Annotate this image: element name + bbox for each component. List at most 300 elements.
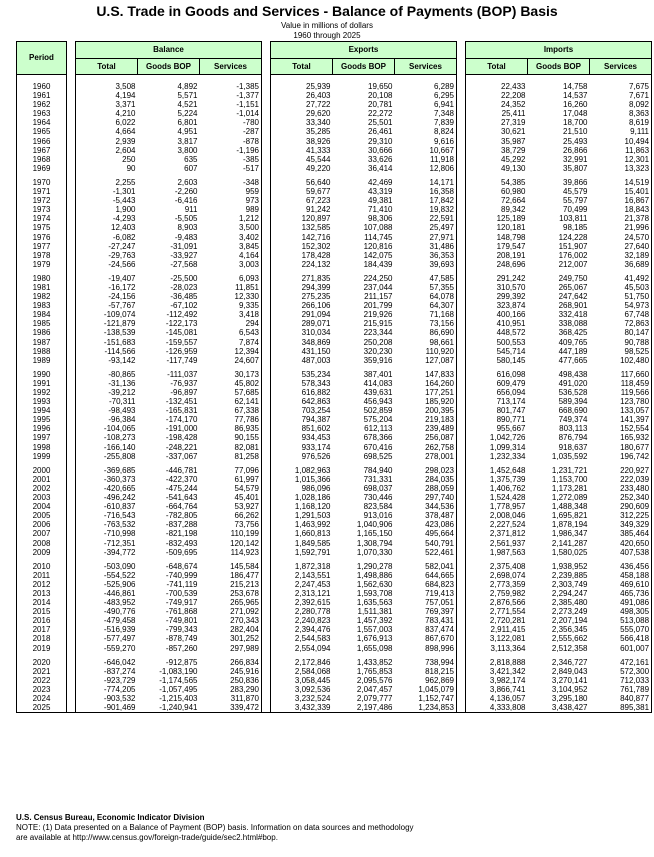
table-row bbox=[17, 493, 652, 502]
spacer-cell bbox=[457, 127, 466, 136]
exports-total-cell: 224,132 bbox=[271, 260, 333, 269]
spacer-cell bbox=[262, 214, 271, 223]
exports-total-cell: 33,340 bbox=[271, 118, 333, 127]
balance-total-cell: -109,074 bbox=[76, 310, 138, 319]
spacer-cell bbox=[67, 685, 76, 694]
exports-goods-cell: 1,593,708 bbox=[356, 588, 393, 598]
exports-goods-cell: 1,457,392 bbox=[356, 616, 393, 626]
spacer-cell bbox=[528, 75, 590, 83]
imports-services-cell: 8,092 bbox=[590, 100, 652, 109]
period-cell: 1999 bbox=[17, 452, 67, 461]
imports-total-cell: 72,664 bbox=[466, 196, 528, 205]
balance-goods-cell: -31,091 bbox=[170, 241, 198, 251]
spacer-cell bbox=[67, 328, 76, 337]
exports-goods-cell: 224,250 bbox=[363, 273, 393, 283]
spacer-cell bbox=[457, 292, 466, 301]
exports-total-cell: 1,168,120 bbox=[271, 502, 333, 511]
imports-goods-cell: 668,690 bbox=[558, 406, 588, 416]
balance-services-cell: 9,335 bbox=[200, 301, 262, 310]
balance-total-cell: 250 bbox=[76, 155, 138, 164]
spacer-cell bbox=[262, 292, 271, 301]
spacer-cell bbox=[67, 356, 76, 365]
period-cell: 1996 bbox=[17, 424, 67, 433]
table-row bbox=[17, 548, 652, 557]
table-row bbox=[17, 109, 652, 118]
spacer-cell bbox=[67, 379, 76, 388]
imports-goods-cell: 265,067 bbox=[558, 282, 588, 292]
table-row bbox=[17, 511, 652, 520]
period-cell: 2021 bbox=[17, 667, 67, 676]
imports-goods-cell: 1,878,194 bbox=[551, 520, 588, 530]
exports-total-cell: 3,232,524 bbox=[271, 694, 333, 703]
balance-services-cell: 282,404 bbox=[200, 625, 262, 634]
exports-total-cell: 1,463,992 bbox=[271, 520, 333, 529]
exports-total-cell: 2,172,846 bbox=[271, 658, 333, 667]
spacer-cell bbox=[67, 415, 76, 424]
balance-services-cell: 253,678 bbox=[200, 589, 262, 598]
imports-goods-cell: 2,385,480 bbox=[551, 598, 588, 608]
exports-services-cell: 239,489 bbox=[395, 424, 457, 433]
balance-total-cell: -525,906 bbox=[76, 580, 138, 589]
exports-services-cell: 14,171 bbox=[395, 178, 457, 187]
imports-services-cell: 513,088 bbox=[590, 616, 652, 625]
exports-services-cell: 27,971 bbox=[395, 233, 457, 242]
imports-goods-cell: 45,579 bbox=[563, 187, 588, 197]
imports-goods-cell: 32,991 bbox=[563, 154, 588, 164]
spacer-cell bbox=[457, 242, 466, 251]
spacer-cell bbox=[262, 370, 271, 379]
table-row bbox=[17, 397, 652, 406]
imports-total-cell: 54,385 bbox=[466, 178, 528, 187]
balance-services-cell: 110,199 bbox=[200, 529, 262, 538]
spacer-cell bbox=[457, 529, 466, 538]
table-row bbox=[17, 589, 652, 598]
spacer-cell bbox=[67, 475, 76, 484]
imports-services-cell: 14,519 bbox=[590, 178, 652, 187]
spacer-cell bbox=[262, 328, 271, 337]
exports-goods-cell: 823,584 bbox=[363, 502, 393, 512]
spacer-cell bbox=[262, 251, 271, 260]
imports-services-cell: 252,340 bbox=[590, 493, 652, 502]
exports-services-cell: 898,996 bbox=[395, 644, 457, 653]
exports-total-cell: 535,234 bbox=[271, 370, 333, 379]
balance-services-cell: 114,923 bbox=[200, 548, 262, 557]
exports-total-cell: 294,399 bbox=[271, 283, 333, 292]
spacer-cell bbox=[457, 146, 466, 155]
note-line-2: are available at http://www.census.gov/foreign-trade/guide/sec2.html#bop. bbox=[16, 833, 278, 842]
spacer-cell bbox=[457, 676, 466, 685]
spacer-cell bbox=[457, 658, 466, 667]
spacer-cell bbox=[67, 82, 76, 91]
exports-services-cell: 36,353 bbox=[395, 251, 457, 260]
imports-goods-cell: 14,758 bbox=[563, 82, 588, 91]
exports-total-cell: 289,071 bbox=[271, 319, 333, 328]
balance-services-cell: 1,212 bbox=[200, 214, 262, 223]
balance-services-cell: -1,377 bbox=[200, 91, 262, 100]
spacer-cell bbox=[67, 676, 76, 685]
period-cell: 1968 bbox=[17, 155, 67, 164]
exports-services-cell: 757,051 bbox=[395, 598, 457, 607]
period-cell: 1963 bbox=[17, 109, 67, 118]
balance-goods-cell: -422,370 bbox=[165, 474, 198, 484]
imports-goods-cell: 2,303,749 bbox=[551, 579, 588, 589]
exports-goods-cell: 1,165,150 bbox=[356, 529, 393, 539]
balance-goods-cell: -857,260 bbox=[165, 643, 198, 653]
spacer-cell bbox=[17, 75, 67, 83]
balance-services-cell: 250,836 bbox=[200, 676, 262, 685]
spacer-cell bbox=[262, 694, 271, 703]
spacer-cell bbox=[457, 625, 466, 634]
imports-total-cell: 22,433 bbox=[466, 82, 528, 91]
exports-total-cell: 120,897 bbox=[271, 214, 333, 223]
table-row bbox=[17, 520, 652, 529]
spacer-cell bbox=[262, 511, 271, 520]
spacer-cell bbox=[67, 164, 76, 173]
spacer-cell bbox=[67, 260, 76, 269]
balance-total-cell: -24,566 bbox=[76, 260, 138, 269]
period-cell: 2014 bbox=[17, 598, 67, 607]
spacer-cell bbox=[262, 155, 271, 164]
balance-goods-cell: -145,081 bbox=[165, 328, 198, 338]
exports-total-cell: 178,428 bbox=[271, 251, 333, 260]
exports-services-cell: 684,823 bbox=[395, 580, 457, 589]
spacer-cell bbox=[457, 443, 466, 452]
spacer-cell bbox=[457, 703, 466, 713]
exports-total-cell: 132,585 bbox=[271, 223, 333, 232]
balance-goods-cell: -446,781 bbox=[165, 465, 198, 475]
spacer-cell bbox=[262, 100, 271, 109]
imports-total-cell: 3,113,364 bbox=[466, 644, 528, 653]
period-cell: 2006 bbox=[17, 520, 67, 529]
table-row bbox=[17, 319, 652, 328]
imports-total-cell: 25,411 bbox=[466, 109, 528, 118]
balance-services-cell: 3,402 bbox=[200, 233, 262, 242]
exports-services-cell: 582,041 bbox=[395, 562, 457, 571]
imports-goods-cell: 447,189 bbox=[558, 346, 588, 356]
imports-goods-cell: 14,537 bbox=[563, 91, 588, 101]
imports-services-cell: 152,554 bbox=[590, 424, 652, 433]
spacer-cell bbox=[262, 178, 271, 187]
exports-services-cell: 127,087 bbox=[395, 356, 457, 365]
exports-total-cell: 2,394,476 bbox=[271, 625, 333, 634]
period-cell: 1976 bbox=[17, 233, 67, 242]
balance-goods-cell: 6,801 bbox=[177, 118, 198, 128]
spacer-cell bbox=[262, 415, 271, 424]
imports-services-cell: 349,329 bbox=[590, 520, 652, 529]
balance-goods-cell: 607 bbox=[184, 163, 198, 173]
balance-services-cell: 86,935 bbox=[200, 424, 262, 433]
exports-services-cell: 540,791 bbox=[395, 539, 457, 548]
spacer-cell bbox=[262, 571, 271, 580]
balance-goods-cell: -1,057,495 bbox=[159, 684, 198, 694]
exports-total-cell: 986,096 bbox=[271, 484, 333, 493]
spacer-cell bbox=[457, 118, 466, 127]
period-cell: 1961 bbox=[17, 91, 67, 100]
balance-goods-cell: -664,764 bbox=[165, 502, 198, 512]
imports-total-cell: 580,145 bbox=[466, 356, 528, 365]
spacer-cell bbox=[262, 484, 271, 493]
spacer-cell bbox=[67, 571, 76, 580]
table-row bbox=[17, 466, 652, 475]
imports-services-cell: 222,039 bbox=[590, 475, 652, 484]
exports-goods-cell: 1,511,381 bbox=[357, 607, 393, 617]
spacer-cell bbox=[457, 319, 466, 328]
exports-goods-header: Goods BOP bbox=[333, 59, 395, 75]
exports-goods-cell: 731,331 bbox=[363, 474, 393, 484]
exports-total-cell: 3,058,445 bbox=[271, 676, 333, 685]
balance-goods-cell: 4,892 bbox=[177, 82, 198, 91]
balance-total-cell: -837,274 bbox=[76, 667, 138, 676]
exports-total-cell: 1,291,503 bbox=[271, 511, 333, 520]
period-cell: 2018 bbox=[17, 634, 67, 643]
table-row bbox=[17, 452, 652, 461]
spacer-cell bbox=[457, 520, 466, 529]
balance-services-cell: -517 bbox=[200, 164, 262, 173]
imports-total-cell: 801,747 bbox=[466, 406, 528, 415]
imports-goods-cell: 1,695,821 bbox=[551, 511, 588, 521]
exports-goods-cell: 20,108 bbox=[368, 91, 393, 101]
imports-services-cell: 840,877 bbox=[590, 694, 652, 703]
balance-goods-cell: -1,174,565 bbox=[159, 675, 198, 685]
imports-services-cell: 32,189 bbox=[590, 251, 652, 260]
exports-total-cell: 2,554,094 bbox=[271, 644, 333, 653]
spacer-cell bbox=[457, 233, 466, 242]
table-row bbox=[17, 91, 652, 100]
spacer-cell bbox=[457, 109, 466, 118]
imports-goods-cell: 35,807 bbox=[563, 163, 588, 173]
imports-services-header: Services bbox=[590, 59, 652, 75]
balance-total-cell: -114,566 bbox=[76, 347, 138, 356]
spacer-cell bbox=[457, 283, 466, 292]
imports-services-cell: 9,111 bbox=[590, 127, 652, 136]
exports-total-cell: 703,254 bbox=[271, 406, 333, 415]
balance-services-cell: 265,965 bbox=[200, 598, 262, 607]
exports-goods-cell: 784,940 bbox=[363, 465, 393, 475]
spacer-cell bbox=[67, 703, 76, 713]
exports-services-cell: 71,168 bbox=[395, 310, 457, 319]
balance-services-cell: 283,290 bbox=[200, 685, 262, 694]
spacer-cell bbox=[457, 502, 466, 511]
period-cell: 2015 bbox=[17, 607, 67, 616]
imports-total-cell: 3,982,174 bbox=[466, 676, 528, 685]
balance-goods-cell: -25,500 bbox=[170, 273, 198, 283]
exports-goods-cell: 26,461 bbox=[368, 127, 393, 137]
exports-services-header: Services bbox=[395, 59, 457, 75]
imports-goods-cell: 477,665 bbox=[558, 355, 588, 365]
source-line: U.S. Census Bureau, Economic Indicator Division bbox=[16, 813, 205, 822]
balance-goods-cell: -761,868 bbox=[165, 607, 198, 617]
balance-goods-cell: 2,603 bbox=[177, 177, 198, 187]
balance-services-cell: 959 bbox=[200, 187, 262, 196]
exports-services-cell: 256,087 bbox=[395, 433, 457, 442]
exports-goods-cell: 22,272 bbox=[368, 109, 393, 119]
imports-services-cell: 436,456 bbox=[590, 562, 652, 571]
balance-total-cell: 4,210 bbox=[76, 109, 138, 118]
period-cell: 2007 bbox=[17, 529, 67, 538]
table-row bbox=[17, 685, 652, 694]
imports-goods-cell: 918,637 bbox=[558, 442, 588, 452]
balance-services-cell: 81,258 bbox=[200, 452, 262, 461]
imports-goods-cell: 491,020 bbox=[558, 378, 588, 388]
spacer-cell bbox=[200, 75, 262, 83]
balance-total-cell: 4,664 bbox=[76, 127, 138, 136]
balance-services-cell: 54,579 bbox=[200, 484, 262, 493]
spacer-cell bbox=[262, 685, 271, 694]
table-row bbox=[17, 127, 652, 136]
exports-services-cell: 423,086 bbox=[395, 520, 457, 529]
imports-goods-cell: 2,207,194 bbox=[551, 616, 588, 626]
spacer-cell bbox=[262, 443, 271, 452]
period-cell: 1993 bbox=[17, 397, 67, 406]
spacer-cell bbox=[262, 109, 271, 118]
spacer-cell bbox=[67, 75, 76, 83]
exports-total-cell: 1,660,813 bbox=[271, 529, 333, 538]
balance-services-cell: 297,989 bbox=[200, 644, 262, 653]
imports-services-cell: 12,301 bbox=[590, 155, 652, 164]
spacer-cell bbox=[67, 196, 76, 205]
spacer-cell bbox=[67, 452, 76, 461]
exports-total-cell: 27,722 bbox=[271, 100, 333, 109]
balance-goods-cell: -832,493 bbox=[165, 538, 198, 548]
spacer-cell bbox=[67, 502, 76, 511]
exports-services-cell: 962,869 bbox=[395, 676, 457, 685]
exports-goods-cell: 2,095,576 bbox=[356, 675, 393, 685]
period-cell: 2001 bbox=[17, 475, 67, 484]
spacer-cell bbox=[457, 310, 466, 319]
imports-goods-cell: 1,580,025 bbox=[551, 547, 588, 557]
exports-goods-cell: 1,040,906 bbox=[356, 520, 393, 530]
balance-services-header: Services bbox=[200, 59, 262, 75]
imports-goods-cell: 749,374 bbox=[558, 415, 588, 425]
balance-services-cell: 973 bbox=[200, 196, 262, 205]
spacer-cell bbox=[67, 388, 76, 397]
balance-goods-cell: -36,485 bbox=[170, 292, 198, 302]
spacer-cell bbox=[67, 694, 76, 703]
spacer-cell bbox=[262, 205, 271, 214]
period-cell: 1995 bbox=[17, 415, 67, 424]
balance-total-cell: -479,458 bbox=[76, 616, 138, 625]
exports-goods-cell: 219,926 bbox=[363, 310, 393, 320]
balance-total-cell: -554,522 bbox=[76, 571, 138, 580]
imports-total-cell: 616,098 bbox=[466, 370, 528, 379]
imports-total-cell: 1,406,762 bbox=[466, 484, 528, 493]
spacer-cell bbox=[262, 91, 271, 100]
table-row bbox=[17, 100, 652, 109]
exports-goods-cell: 359,916 bbox=[363, 355, 393, 365]
balance-services-cell: 7,874 bbox=[200, 338, 262, 347]
balance-goods-cell: 635 bbox=[184, 154, 198, 164]
balance-services-cell: -385 bbox=[200, 155, 262, 164]
exports-total-cell: 152,302 bbox=[271, 242, 333, 251]
period-cell: 1989 bbox=[17, 356, 67, 365]
exports-total-cell: 2,544,583 bbox=[271, 634, 333, 643]
period-cell: 2017 bbox=[17, 625, 67, 634]
period-cell: 2003 bbox=[17, 493, 67, 502]
balance-goods-cell: 911 bbox=[184, 205, 198, 215]
balance-services-cell: 90,155 bbox=[200, 433, 262, 442]
exports-services-cell: 10,667 bbox=[395, 146, 457, 155]
exports-goods-cell: 107,088 bbox=[363, 223, 393, 233]
spacer-cell bbox=[457, 214, 466, 223]
spacer-cell bbox=[457, 539, 466, 548]
spacer-cell bbox=[67, 91, 76, 100]
imports-total-cell: 60,980 bbox=[466, 187, 528, 196]
spacer-cell bbox=[67, 178, 76, 187]
imports-services-cell: 98,525 bbox=[590, 347, 652, 356]
exports-goods-cell: 1,635,563 bbox=[356, 598, 393, 608]
balance-total-cell: 3,508 bbox=[76, 82, 138, 91]
table-row bbox=[17, 443, 652, 452]
exports-services-cell: 644,665 bbox=[395, 571, 457, 580]
exports-total-cell: 26,403 bbox=[271, 91, 333, 100]
period-cell: 1980 bbox=[17, 274, 67, 283]
period-cell: 1983 bbox=[17, 301, 67, 310]
exports-goods-cell: 1,765,853 bbox=[356, 666, 393, 676]
spacer-cell bbox=[262, 452, 271, 461]
balance-services-cell: 989 bbox=[200, 205, 262, 214]
imports-goods-cell: 17,048 bbox=[563, 109, 588, 119]
spacer-cell bbox=[67, 155, 76, 164]
spacer-cell bbox=[67, 187, 76, 196]
spacer-cell bbox=[262, 406, 271, 415]
imports-goods-header: Goods BOP bbox=[528, 59, 590, 75]
balance-services-cell: 301,252 bbox=[200, 634, 262, 643]
exports-goods-cell: 98,306 bbox=[368, 214, 393, 224]
exports-total-cell: 431,150 bbox=[271, 347, 333, 356]
spacer-cell bbox=[262, 676, 271, 685]
exports-goods-cell: 20,781 bbox=[368, 100, 393, 110]
exports-total-cell: 2,584,068 bbox=[271, 667, 333, 676]
spacer-cell bbox=[262, 616, 271, 625]
balance-total-cell: -6,082 bbox=[76, 233, 138, 242]
table-row bbox=[17, 164, 652, 173]
balance-services-cell: 11,851 bbox=[200, 283, 262, 292]
balance-services-cell: 6,093 bbox=[200, 274, 262, 283]
spacer-cell bbox=[457, 484, 466, 493]
spacer-cell bbox=[262, 502, 271, 511]
imports-services-cell: 385,464 bbox=[590, 529, 652, 538]
imports-services-cell: 233,480 bbox=[590, 484, 652, 493]
spacer-cell bbox=[262, 607, 271, 616]
imports-goods-cell: 1,231,721 bbox=[551, 465, 588, 475]
balance-goods-cell: -159,557 bbox=[165, 337, 198, 347]
exports-services-cell: 64,307 bbox=[395, 301, 457, 310]
exports-services-cell: 344,536 bbox=[395, 502, 457, 511]
exports-goods-cell: 670,416 bbox=[363, 442, 393, 452]
imports-services-cell: 67,748 bbox=[590, 310, 652, 319]
imports-goods-cell: 409,765 bbox=[558, 337, 588, 347]
balance-total-cell: -901,469 bbox=[76, 703, 138, 713]
exports-total-cell: 35,285 bbox=[271, 127, 333, 136]
spacer-cell bbox=[67, 466, 76, 475]
exports-goods-cell: 698,525 bbox=[363, 451, 393, 461]
table-row bbox=[17, 146, 652, 155]
balance-total-cell: -138,539 bbox=[76, 328, 138, 337]
balance-total-cell: -80,865 bbox=[76, 370, 138, 379]
imports-goods-cell: 2,849,043 bbox=[551, 666, 588, 676]
imports-goods-cell: 3,104,952 bbox=[551, 684, 588, 694]
exports-total-cell: 67,223 bbox=[271, 196, 333, 205]
balance-goods-cell: -741,119 bbox=[166, 579, 198, 589]
exports-services-cell: 86,690 bbox=[395, 328, 457, 337]
imports-services-cell: 18,843 bbox=[590, 205, 652, 214]
imports-goods-cell: 1,986,347 bbox=[551, 529, 588, 539]
spacer-cell bbox=[262, 75, 271, 83]
spacer-cell bbox=[395, 75, 457, 83]
exports-total-cell: 934,453 bbox=[271, 433, 333, 442]
balance-goods-cell: -33,927 bbox=[170, 250, 198, 260]
imports-services-cell: 180,677 bbox=[590, 443, 652, 452]
